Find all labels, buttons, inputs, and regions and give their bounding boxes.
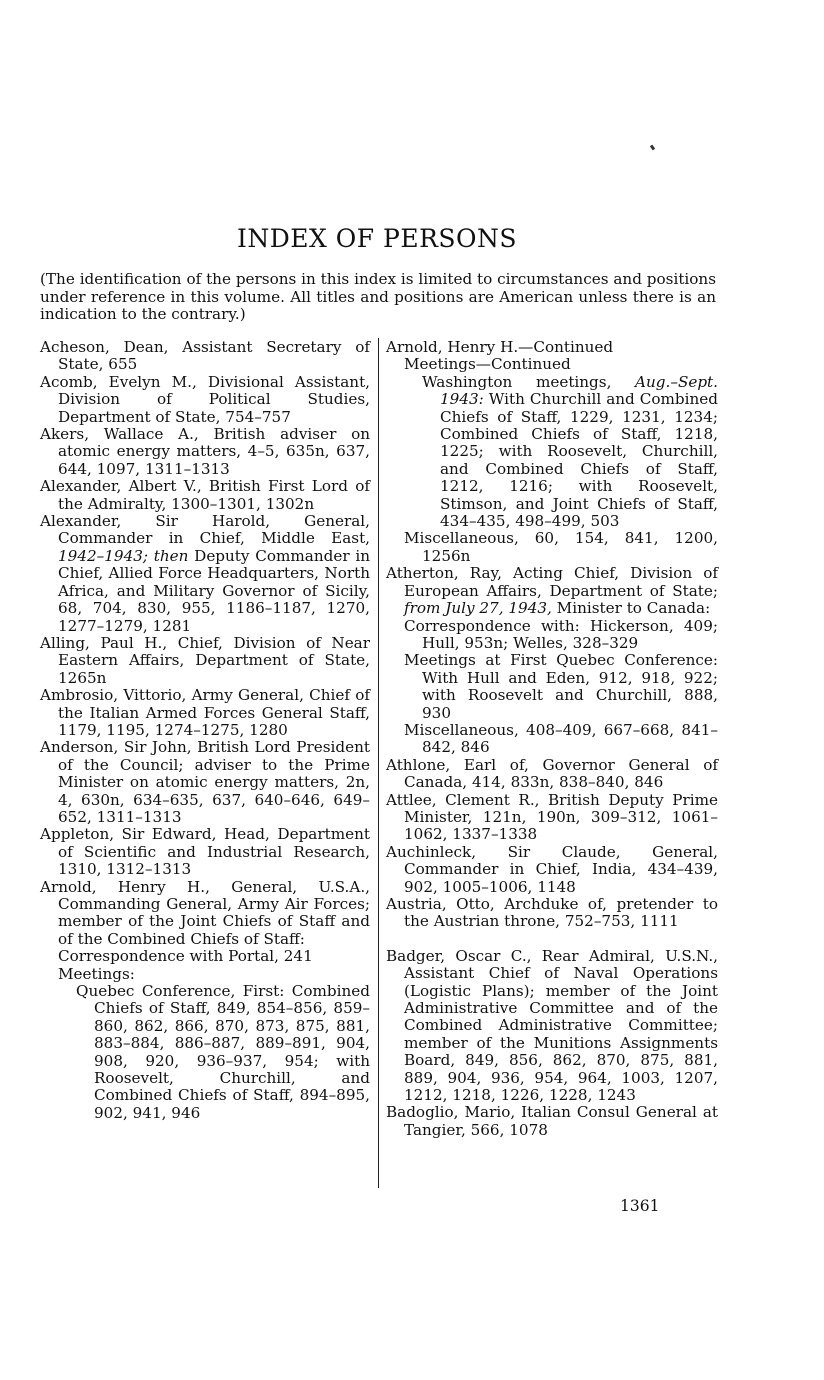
- entry-text-part: Deputy Commander in Chief, Allied Force Headquarters, North Africa, and Military Governor of Sicily, 68, 704, 830, 955, 1186–1187, 1270, 1277–1279, 1281: [58, 546, 370, 635]
- index-subentry: Correspondence with: Hickerson, 409; Hull, 953n; Welles, 328–329: [404, 616, 718, 652]
- intro-note: (The identification of the persons in this index is limited to circumstances and positions under reference in this volume. All titles and positions are American unless there is an indication to the contrary.): [40, 270, 716, 324]
- index-entry: [40, 513, 370, 635]
- index-entry: [386, 565, 718, 617]
- index-entry: Attlee, Clement R., British Deputy Prime Minister, 121n, 190n, 309–312, 1061–1062, 1337–1338: [386, 790, 718, 844]
- index-subentry: Meetings:: [58, 964, 135, 983]
- entry-text-part: Alexander, Sir Harold, General, Commander in Chief, Middle East,: [40, 512, 370, 548]
- index-subentry: Quebec Conference, First: Combined Chiefs of Staff, 849, 854–856, 859–860, 862, 866, 870, 873, 875, 881, 883–884, 886–887, 889–891, 904, 908, 920, 936–937, 954; with Roosevelt, Churchill, and Combined Chiefs of Staff, 894–895, 902, 941, 946: [76, 982, 370, 1122]
- index-entry: Acomb, Evelyn M., Divisional Assistant, Division of Political Studies, Department of State, 754–757: [40, 372, 370, 426]
- index-subentry: [386, 374, 718, 531]
- index-entry: Athlone, Earl of, Governor General of Canada, 414, 833n, 838–840, 846: [386, 755, 718, 792]
- entry-text-part: 1942–1943; then: [58, 546, 189, 565]
- index-subentry: Miscellaneous, 408–409, 667–668, 841–842, 846: [404, 720, 718, 757]
- index-entry: Anderson, Sir John, British Lord President of the Council; adviser to the Prime Minister on atomic energy matters, 2n, 4, 630n, 634–635, 637, 640–646, 649–652, 1311–1313: [40, 738, 370, 826]
- index-subentry: Meetings—Continued: [404, 355, 571, 374]
- index-entry: Badoglio, Mario, Italian Consul General at Tangier, 566, 1078: [386, 1103, 718, 1139]
- index-entry: Badger, Oscar C., Rear Admiral, U.S.N., Assistant Chief of Naval Operations (Logistic Plans); member of the Joint Administrative Committee and of the Combined Administrative Committee; member of the Munitions Assignments Board, 849, 856, 862, 870, 875, 881, 889, 904, 936, 954, 964, 1003, 1207, 1212, 1218, 1226, 1228, 1243: [386, 946, 718, 1105]
- page-number: 1361: [620, 1197, 660, 1215]
- index-entry: Alexander, Albert V., British First Lord of the Admiralty, 1300–1301, 1302n: [40, 477, 370, 513]
- entry-text-part: With Churchill and Combined Chiefs of Staff, 1229, 1231, 1234; Combined Chiefs of Staff, 1218, 1225; with Roosevelt, Churchill, and Combined Chiefs of Staff, 1212, 1216; with Roosevelt, Stimson, and Joint Chiefs of Staff, 434–435, 498–499, 503: [440, 390, 718, 531]
- index-column-right: [386, 339, 718, 1139]
- column-divider: [378, 338, 379, 1188]
- entry-text-part: from July 27, 1943,: [404, 599, 552, 618]
- entry-text-part: Atherton, Ray, Acting Chief, Division of European Affairs, Department of State;: [386, 564, 718, 600]
- index-entry: Arnold, Henry H., General, U.S.A., Commanding General, Army Air Forces; member of the Joint Chiefs of Staff and of the Combined Chiefs of Staff:: [40, 877, 370, 948]
- index-entry: Appleton, Sir Edward, Head, Department of Scientific and Industrial Research, 1310, 1312–1313: [40, 825, 370, 879]
- index-entry: Alling, Paul H., Chief, Division of Near Eastern Affairs, Department of State, 1265n: [40, 633, 370, 687]
- index-subentry: Correspondence with Portal, 241: [58, 947, 313, 966]
- entry-text-part: Aug.–Sept. 1943:: [440, 372, 718, 409]
- index-column-left: [40, 339, 370, 1122]
- scan-speck: [650, 145, 655, 151]
- index-subentry: Meetings at First Quebec Conference: With Hull and Eden, 912, 918, 922; with Roosevelt and Churchill, 888, 930: [404, 651, 718, 722]
- index-entry: Akers, Wallace A., British adviser on atomic energy matters, 4–5, 635n, 637, 644, 1097, 1311–1313: [40, 425, 370, 478]
- index-entry: Auchinleck, Sir Claude, General, Commander in Chief, India, 434–439, 902, 1005–1006, 1148: [386, 842, 718, 896]
- page-title: INDEX OF PERSONS: [236, 224, 518, 253]
- index-entry: Arnold, Henry H.—Continued: [386, 338, 614, 356]
- index-subentry: Miscellaneous, 60, 154, 841, 1200, 1256n: [404, 529, 718, 565]
- index-entry: Austria, Otto, Archduke of, pretender to the Austrian throne, 752–753, 1111: [386, 895, 718, 931]
- entry-text-part: Minister to Canada:: [551, 599, 711, 618]
- index-entry: Acheson, Dean, Assistant Secretary of State, 655: [40, 338, 370, 374]
- entry-text-part: Washington meetings,: [422, 372, 636, 391]
- index-entry: Ambrosio, Vittorio, Army General, Chief of the Italian Armed Forces General Staff, 1179, 1195, 1274–1275, 1280: [40, 686, 370, 739]
